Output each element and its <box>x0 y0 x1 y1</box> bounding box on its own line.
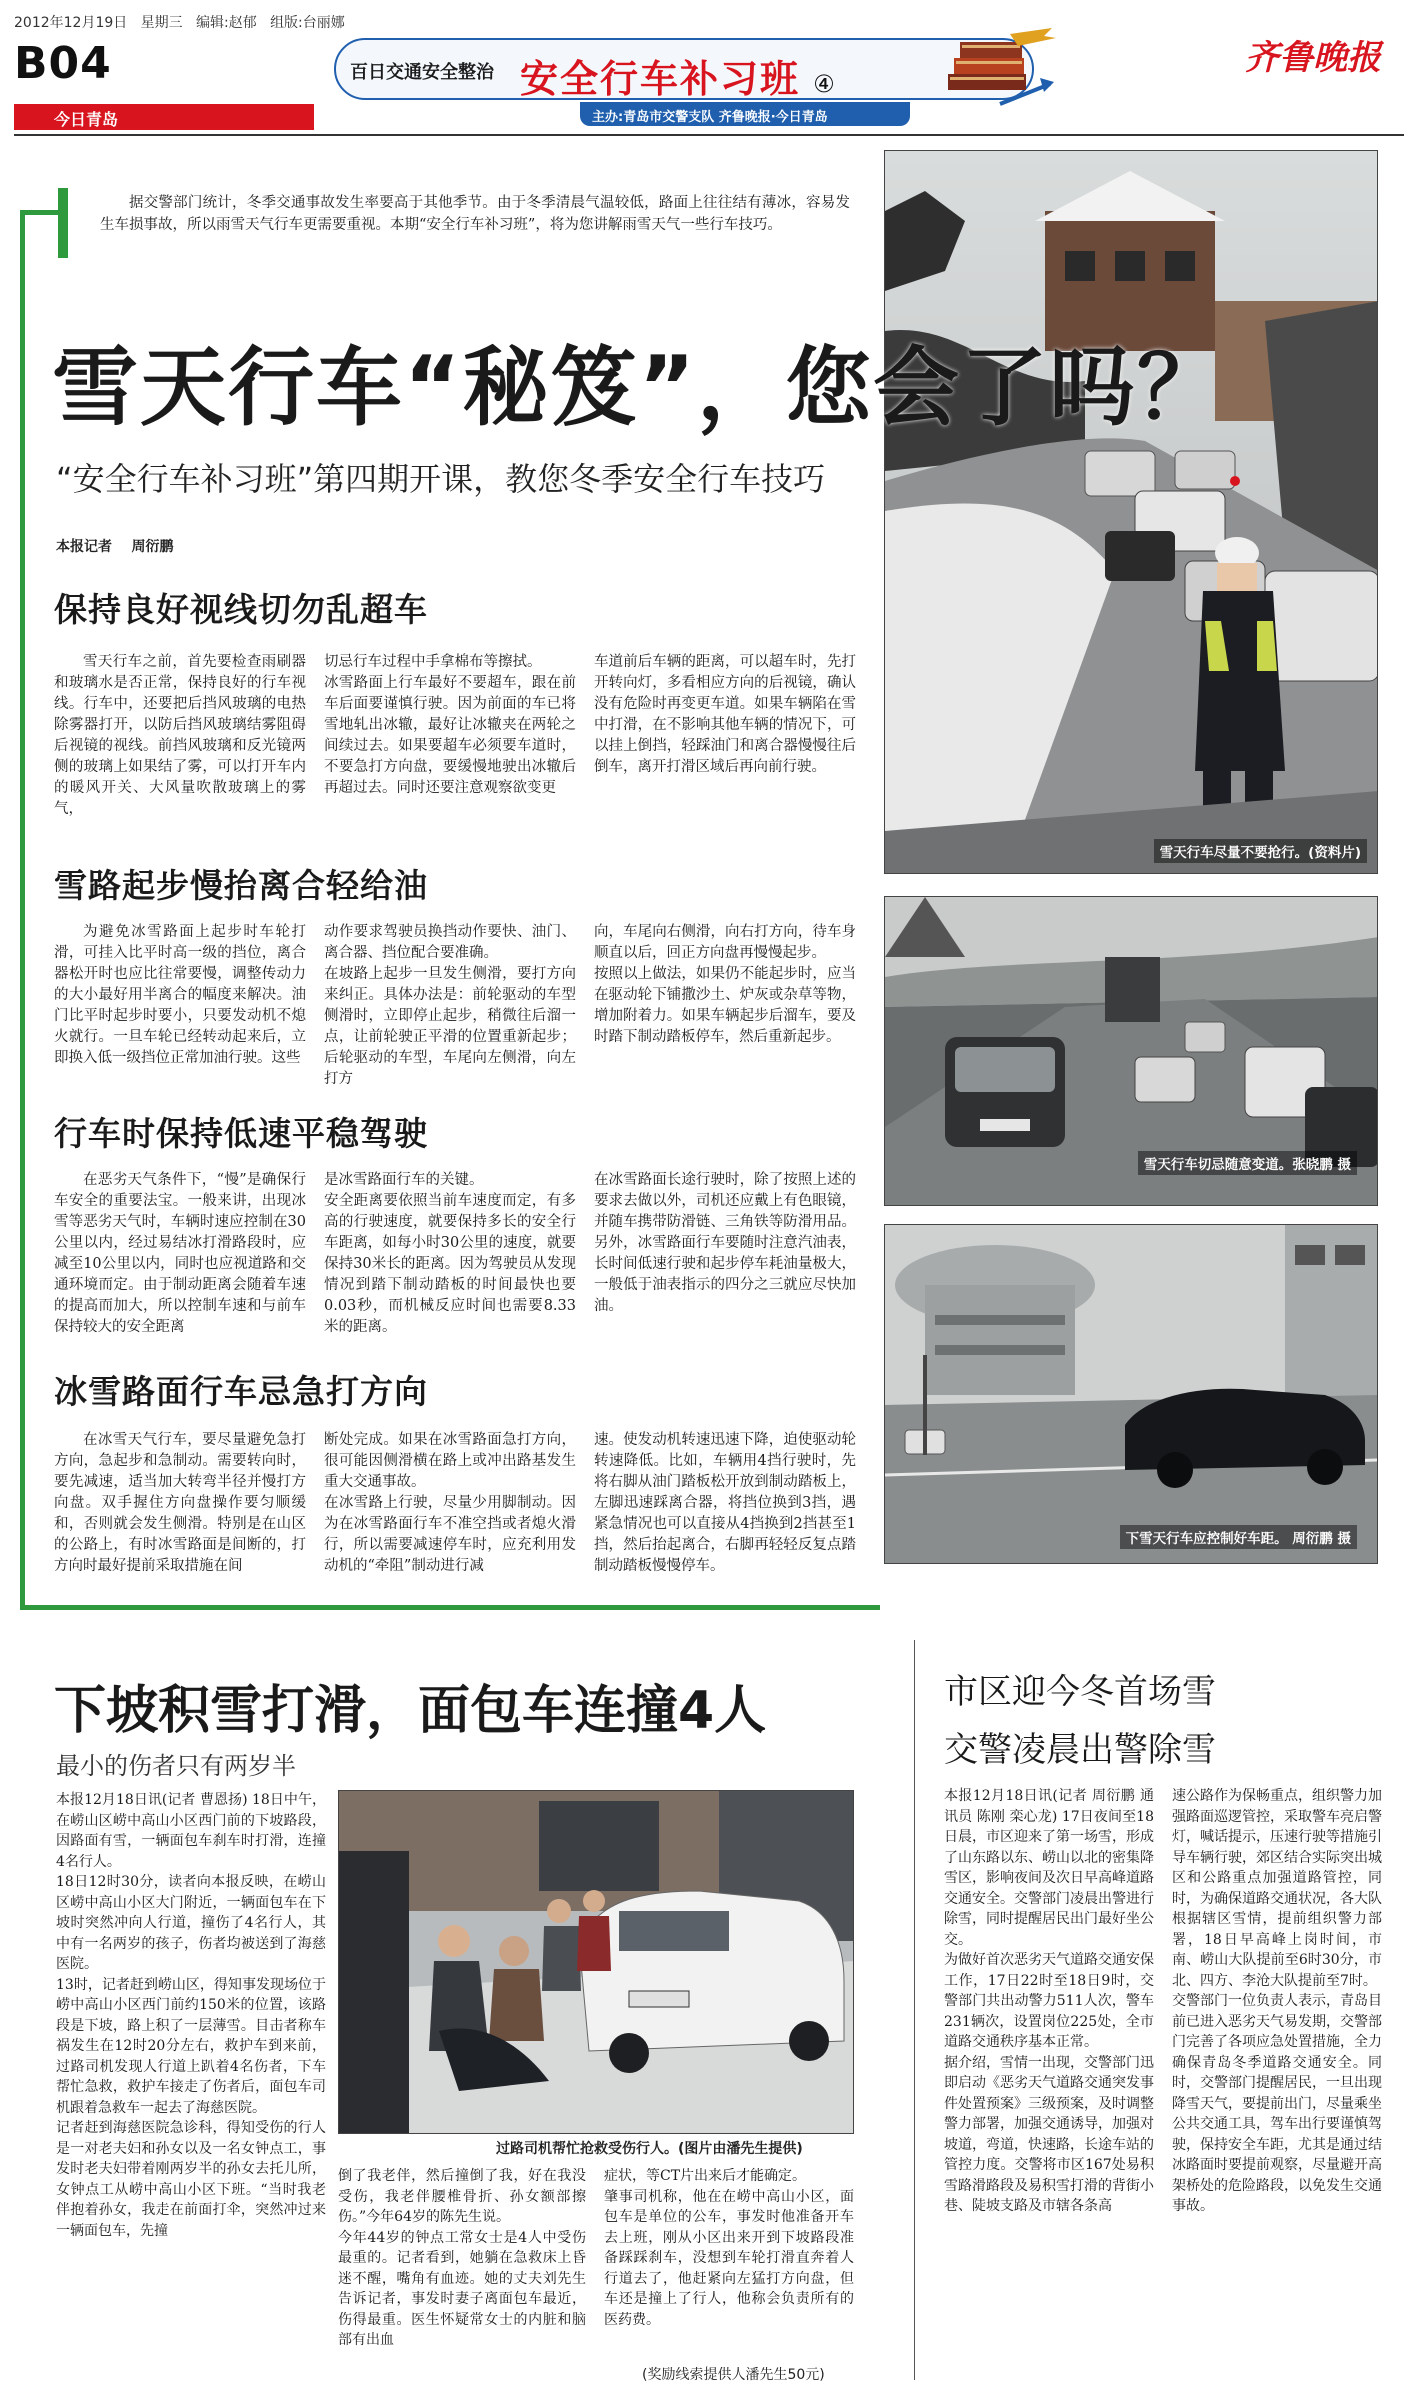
issue-editor: 编辑:赵郁 <box>195 15 257 31</box>
section-1-col-2: 切忌行车过程中手拿棉布等擦拭。 冰雪路面上行车最好不要超车，跟在前车后面要谨慎行驶。因为前面的车已将雪地轧出冰辙，最好让冰辙夹在两轮之间续过去。如果要超车必须要车道时，不要急打方向盘，要缓慢地驶出冰辙后再超过去。同时还要注意观察欲变更 <box>324 654 576 796</box>
photo-accident-caption: 过路司机帮忙抢救受伤行人。(图片由潘先生提供) <box>496 2141 803 2157</box>
photo-caption-3: 下雪天行车应控制好车距。 周衍鹏 摄 <box>1120 1525 1357 1549</box>
banner-title: 安全行车补习班 ④ <box>520 57 835 101</box>
section-2-col-2: 动作要求驾驶员换挡动作要快、油门、离合器、挡位配合要准确。 在坡路上起步一旦发生侧滑，要打方向来纠正。具体办法是：前轮驱动的车型侧滑时，立即停止起步，稍微往后溜一点，让前轮驶正平滑的位置重新起步；后轮驱动的车型，车尾向左侧滑，向左打方 <box>324 924 576 1087</box>
section-title-4: 冰雪路面行车忌急打方向 <box>54 1372 428 1411</box>
feature-headline: 雪天行车“秘笈”，您会了吗？ <box>52 338 1226 438</box>
banner-left-text: 百日交通安全整治 <box>350 62 494 83</box>
page-number: B04 <box>14 38 112 89</box>
section-title-2: 雪路起步慢抬离合轻给油 <box>54 866 428 905</box>
section-3-col-2: 是冰雪路面行车的关键。 安全距离要依照当前车速度而定，有多高的行驶速度，就要保持多长的安全行车距离，如每小时30公里的速度，就要保持30米长的距离。因为驾驶员从发现情况到踏下制动踏板的时间最快也要0.03秒，而机械反应时间也需要8.33米的距离。 <box>324 1172 576 1335</box>
banner-sponsor-bar <box>580 102 910 126</box>
story-accident-col-3: 症状，等CT片出来后才能确定。 肇事司机称，他在在崂中高山小区，面包车是单位的公车，事发时他准备开车去上班，刚从小区出来开到下坡路段准备踩踩刹车，没想到车轮打滑直奔着人行道去了，他赶紧向左猛打方向盘，但车还是撞上了行人，他称会负责所有的医药费。 <box>604 2168 854 2328</box>
story-accident-col-1: 本报12月18日讯(记者 曹恩扬) 18日中午，在崂山区崂中高山小区西门前的下坡路段，因路面有雪，一辆面包车刹车时打滑，连撞4名行人。 18日12时30分，读者向本报反映，在崂山区崂中高山小区大门附近，一辆面包车在下坡时突然冲向人行道，撞伤了4名行人，其中有一名两岁的孩子，伤者均被送到了海慈医院。 13时，记者赶到崂山区，得知事发现场位于崂中高山小区西门前约150米的位置，该路段是下坡，路上积了一层薄雪。目击者称车祸发生在12时20分左右，救护车到来前，过路司机发现人行道上趴着4名伤者，下车帮忙急救，救护车接走了伤者后，面包车司机跟着急救车一起去了海慈医院。 记者赶到海慈医院急诊科，得知受伤的行人是一对老夫妇和孙女以及一名女钟点工，事发时老夫妇带着刚两岁半的孙女去托儿所，女钟点工从崂中高山小区下班。“当时我老伴抱着孙女，我走在前面打伞，突然冲过来一辆面包车，先撞 <box>56 1792 326 2239</box>
story-snow-headline-2: 交警凌晨出警除雪 <box>944 1730 1216 1770</box>
story-accident-col-2: 倒了我老伴，然后撞倒了我，好在我没受伤，我老伴腰椎骨折、孙女额部擦伤。”今年64岁的陈先生说。 今年44岁的钟点工常女士是4人中受伤最重的。记者看到，她躺在急救床上昏迷不醒，嘴角有血迹。她的丈夫刘先生告诉记者，事发时妻子离面包车最近，伤得最重。医生怀疑常女士的内脏和脑部有出血 <box>338 2168 586 2348</box>
section-1-col-1: 雪天行车之前，首先要检查雨刷器和玻璃水是否正常，保持良好的行车视线。行车中，还要把后挡风玻璃的电热除雾器打开，以防后挡风玻璃结雾阻碍后视镜的视线。前挡风玻璃和反光镜两侧的玻璃上如果结了雾，可以打开车内的暖风开关、大风量吹散玻璃上的雾气， <box>54 654 306 817</box>
section-4-col-3: 速。使发动机转速迅速下降，迫使驱动轮转速降低。比如，车辆用4挡行驶时，先将右脚从油门踏板松开放到制动踏板上，左脚迅速踩离合器，将挡位换到3挡，遇紧急情况也可以直接从4挡换到2挡甚至1挡，然后抬起离合，右脚再轻轻反复点踏制动踏板慢慢停车。 <box>594 1432 856 1574</box>
photo-police-snow <box>884 150 1378 874</box>
story-accident-tip: (奖励线索提供人潘先生50元) <box>642 2367 825 2383</box>
photo-caption-2: 雪天行车切忌随意变道。张晓鹏 摄 <box>1138 1151 1357 1175</box>
issue-date: 2012年12月19日 <box>14 15 128 31</box>
section-label: 今日青岛 <box>54 110 119 129</box>
page-header <box>0 0 1417 140</box>
section-1-col-3: 车道前后车辆的距离，可以超车时，先打开转向灯，多看相应方向的后视镜，确认没有危险时再变更车道。如果车辆陷在雪中打滑，在不影响其他车辆的情况下，可以挂上倒挡，轻踩油门和离合器慢慢往后倒车，离开打滑区域后再向前行驶。 <box>594 654 856 775</box>
section-title-3: 行车时保持低速平稳驾驶 <box>54 1114 428 1153</box>
section-label-bar <box>14 104 314 130</box>
feature-frame-bottom <box>20 1605 880 1610</box>
newspaper-logo: 齐鲁晚报 <box>1245 38 1381 78</box>
story-accident-subheadline: 最小的伤者只有两岁半 <box>56 1752 296 1780</box>
feature-frame-top <box>20 210 60 215</box>
photo-accident-scene-image <box>339 1791 854 2134</box>
story-snow-headline-1: 市区迎今冬首场雪 <box>944 1672 1216 1712</box>
feature-subheadline: “安全行车补习班”第四期开课，教您冬季安全行车技巧 <box>56 460 826 498</box>
issue-info <box>14 12 345 32</box>
section-4-col-1: 在冰雪天气行车，要尽量避免急打方向，急起步和急制动。需要转向时，要先减速，适当加大转弯半径并慢打方向盘。双手握住方向盘操作要匀顺缓和，否则就会发生侧滑。特别是在山区的公路上，有时冰雪路面是间断的，打方向时最好提前采取措施在间 <box>54 1432 306 1574</box>
lead-marker <box>58 188 68 258</box>
story-snow-col-2: 速公路作为保畅重点，组织警力加强路面巡逻管控，采取警车亮启警灯，喊话提示，压速行驶等措施引导车辆行驶，郊区结合实际突出城区和公路重点加强道路管控，同时，为确保道路交通状况，各大队根据辖区雪情，提前组织警力部署，18日早高峰上岗时间，市南、崂山大队提前至6时30分，市北、四方、李沧大队提前至7时。 交警部门一位负责人表示，青岛目前已进入恶劣天气易发期，交警部门完善了各项应急处置措施，全力确保青岛冬季道路交通安全。同时，交警部门提醒居民，一旦出现降雪天气，要提前出门，尽量乘坐公共交通工具，驾车出行要谨慎驾驶，保持安全车距，尤其是通过结冰路面时要提前观察，尽量避开高架桥处的危险路段，以免发生交通事故。 <box>1172 1788 1382 2214</box>
section-3-col-3: 在冰雪路面长途行驶时，除了按照上述的要求去做以外，司机还应戴上有色眼镜，并随车携带防滑链、三角铁等防滑用品。另外，冰雪路面行车要随时注意汽油表，长时间低速行驶和起步停车耗油量极大，一般低于油表指示的四分之三就应尽快加油。 <box>594 1172 856 1314</box>
photo-car-intersection-image <box>885 1225 1378 1564</box>
section-4-col-2: 断处完成。如果在冰雪路面急打方向，很可能因侧滑横在路上或冲出路基发生重大交通事故。 在冰雪路上行驶，尽量少用脚制动。因为在冰雪路面行车不准空挡或者熄火滑行，所以需要减速停车时，应充利用发动机的“牵阻”制动进行减 <box>324 1432 576 1574</box>
photo-accident-scene <box>338 1790 854 2134</box>
feature-lead: 据交警部门统计，冬季交通事故发生率要高于其他季节。由于冬季清晨气温较低，路面上往往结有薄冰，容易发生车损事故，所以雨雪天气行车更需要重视。本期“安全行车补习班”，将为您讲解雨雪天气一些行车技巧。 <box>100 195 850 233</box>
story-snow-col-1: 本报12月18日讯(记者 周衍鹏 通讯员 陈刚 栾心龙) 17日夜间至18日晨，市区迎来了第一场雪，形成了山东路以东、崂山以北的密集降雪区，影响夜间及次日早高峰道路交通安全。交警部门凌晨出警进行除雪，同时提醒居民出门最好坐公交。 为做好首次恶劣天气道路交通安保工作，17日22时至18日9时，交警部门共出动警力511人次，警车231辆次，设置岗位225处，全市道路交通秩序基本正常。 据介绍，雪情一出现，交警部门迅即启动《恶劣天气道路交通突发事件处置预案》三级预案，及时调整警力部署，加强交通诱导，加强对坡道，弯道，快速路，长途车站的管控力度。交警将市区167处易积雪路滑路段及易积雪打滑的背街小巷、陡坡支路及市辖各条高 <box>944 1788 1154 2214</box>
story-accident-headline: 下坡积雪打滑，面包车连撞4人 <box>54 1681 767 1741</box>
header-rule <box>14 134 1404 136</box>
issue-typesetter: 组版:台丽娜 <box>270 15 345 31</box>
feature-frame-left <box>20 210 25 1610</box>
section-title-1: 保持良好视线切勿乱超车 <box>54 590 428 629</box>
column-divider <box>914 1640 915 2380</box>
banner-sponsor: 主办:青岛市交警支队 齐鲁晚报·今日青岛 <box>592 110 828 125</box>
issue-weekday: 星期三 <box>140 15 183 31</box>
section-2-col-3: 向，车尾向右侧滑，向右打方向，待车身顺直以后，回正方向盘再慢慢起步。 按照以上做法，如果仍不能起步时，应当在驱动轮下铺撒沙土、炉灰或杂草等物，增加附着力。如果车辆起步后溜车，要及时踏下制动踏板停车，然后重新起步。 <box>594 924 856 1045</box>
section-3-col-1: 在恶劣天气条件下，“慢”是确保行车安全的重要法宝。一般来讲，出现冰雪等恶劣天气时，车辆时速应控制在30公里以内，经过易结冰打滑路段时，应减至10公里以内，同时也应视道路和交通环境而定。由于制动距离会随着车速的提高而加大，所以控制车速和与前车保持较大的安全距离 <box>54 1172 306 1335</box>
photo-police-snow-image <box>885 151 1378 874</box>
feature-byline: 本报记者 周衍鹏 <box>56 539 174 555</box>
books-icon <box>940 24 1060 114</box>
photo-car-intersection <box>884 1224 1378 1564</box>
section-2-col-1: 为避免冰雪路面上起步时车轮打滑，可挂入比平时高一级的挡位，离合器松开时也应比往常要慢，调整传动力的大小最好用半离合的幅度来解决。油门比平时起步时要小，只要发动机不熄火就行。一旦车轮已经转动起来后，立即换入低一级挡位正常加油行驶。这些 <box>54 924 306 1066</box>
photo-highway-traffic <box>884 896 1378 1206</box>
photo-caption-1: 雪天行车尽量不要抢行。(资料片) <box>1154 839 1367 863</box>
